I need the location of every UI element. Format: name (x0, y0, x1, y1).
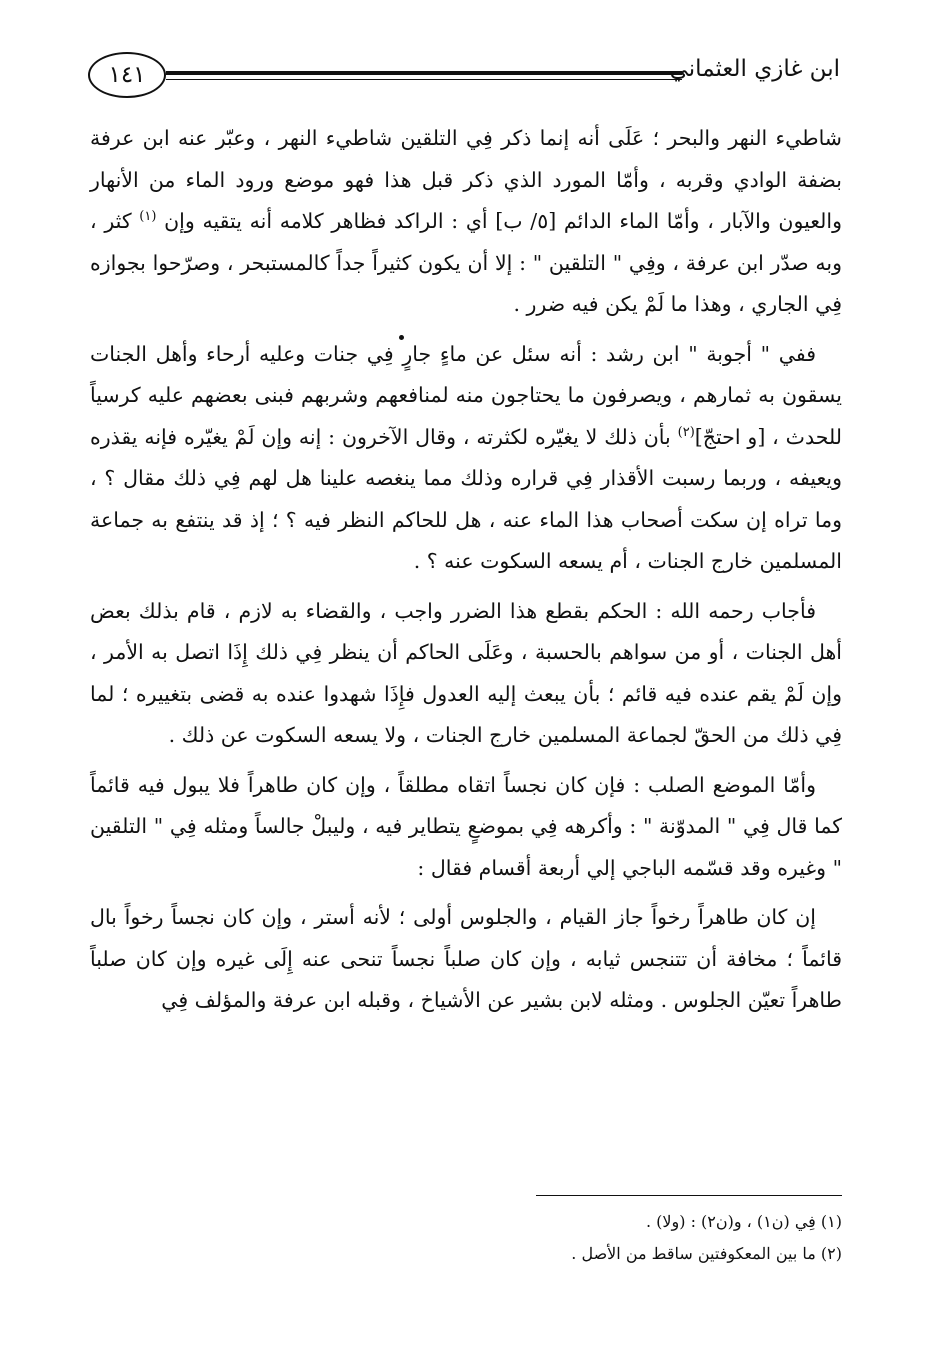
footnote-ref-2: (٢) (677, 424, 695, 440)
running-header (88, 52, 840, 104)
paragraph-3: فأجاب رحمه الله : الحكم بقطع هذا الضرر واجب ، والقضاء به لازم ، قام بذلك بعض أهل الجنات ، أو من سواهم بالحسبة ، وعَلَى الحاكم أن ينظر فِي ذلك إِذَا اتصل به الأمر ، وإن لَمْ يقم عنده فيه قائم ؛ بأن يبعث إليه العدول فإِذَا شهدوا عنده به قضى بتغييره ؛ لما فِي ذلك من الحقّ لجماعة المسلمين خارج الجنات ، ولا يسعه السكوت عن ذلك . (90, 598, 842, 747)
paragraph-2-text-b: بأن ذلك لا يغيّره لكثرته ، وقال الآخرون : إنه وإن لَمْ يغيّره فإنه يقذره ويعيفه ، وربما رسبت الأقذار فِي قراره وذلك مما ينغصه علينا هل لهم فِي ذلك مقال ؟ ، وما تراه إن سكت أصحاب هذا الماء عنه ، هل للحاكم النظر فيه ؟ ؛ إذ قد ينتفع به جماعة المسلمين خارج الجنات ، أم يسعه السكوت عنه ؟ . (90, 424, 842, 573)
paragraph-1-text-a: شاطيء النهر والبحر ؛ عَلَى أنه إنما ذكر فِي التلقين شاطيء النهر ، وعبّر عنه ابن عرفة بضفة الوادي وقربه ، وأمّا المورد الذي ذكر قبل هذا فهو موضع ورود الماء من الأنهار والعيون والآبار ، وأمّا الماء الدائم [٥/ ب] أي : الراكد فظاهر كلامه أنه يتقيه وإن (90, 126, 842, 233)
paragraph-1-text-b: كثر ، وبه صدّر ابن عرفة ، وفِي " التلقين " : إلا أن يكون كثيراً جداً كالمستبحر ، وصرّحوا بجوازه فِي الجاري ، وهذا ما لَمْ يكن فيه ضرر . (90, 209, 842, 316)
main-text (90, 118, 842, 1030)
footnote-2: (٢) ما بين المعكوفتين ساقط من الأصل . (571, 1244, 842, 1263)
paragraph-1 (90, 118, 842, 326)
paragraph-5: إن كان طاهراً رخواً جاز القيام ، والجلوس أولى ؛ لأنه أستر ، وإن كان نجساً رخواً بال قائماً ؛ مخافة أن تتنجس ثيابه ، وإن كان صلباً نجساً تنحى عنه إِلَى غيره وإن كان صلباً طاهراً تعيّن الجلوس . ومثله لابن بشير عن الأشياخ ، وقبله ابن عرفة والمؤلف فِي (90, 905, 842, 1012)
footnote-1: (١) فِي (ن١) ، و(ن٢) : (ولا) . (645, 1212, 842, 1231)
header-rule-thin (166, 79, 682, 80)
paragraph-4: وأمّا الموضع الصلب : فإن كان نجساً اتقاه مطلقاً ، وإن كان طاهراً فلا يبول فيه قائماً كما قال فِي " المدوّنة " : وأكرهه فِي بموضعٍ يتطاير فيه ، وليبلْ جالساً ومثله فِي " التلقين " وغيره وقد قسّمه الباجي إلي أربعة أقسام فقال : (90, 772, 842, 880)
paragraph-2 (90, 334, 842, 583)
page-number: ١٤١ (88, 52, 166, 98)
paragraph-2-text-a: ففي " أجوبة " ابن رشد : أنه سئل عن ماءٍ جارٍ فِي جنات وعليه أرحاء وأهل الجنات يسقون به ثمارهم ، ويصرفون ما يحتاجون منه لمنافعهم وشربهم فبنى بعضهم عليه كرسياً للحدث ، [و احتجّ] (90, 341, 842, 449)
stray-dot (399, 335, 404, 340)
header-rule (166, 71, 682, 75)
footnotes (342, 1206, 842, 1270)
footnote-ref-1: (١) (139, 209, 157, 225)
footnote-separator (536, 1195, 842, 1196)
header-title: ابن غازي العثماني (669, 56, 840, 82)
